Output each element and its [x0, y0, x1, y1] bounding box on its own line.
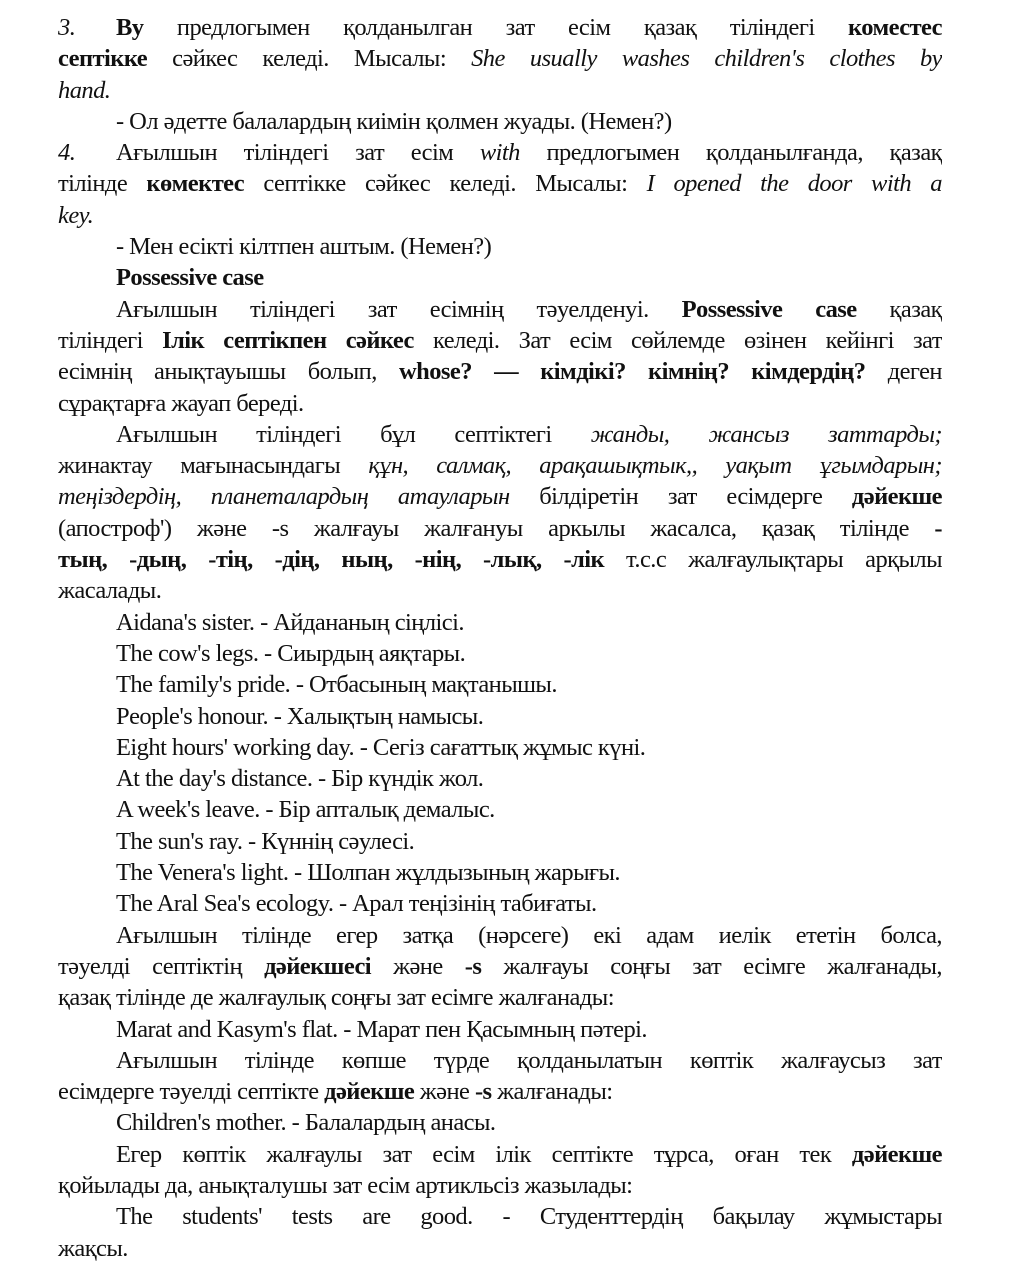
para1-line1	[58, 294, 942, 325]
item3-line2	[58, 43, 942, 74]
text: Ағылшын тілінде егер затқа (нәрсеге) екі адам иелік ететін болса,	[116, 921, 942, 949]
text: қазақ	[856, 295, 942, 323]
item4-example	[58, 231, 942, 262]
para1-line2	[58, 325, 942, 356]
text: (апостроф') және -s жалғауы жалғануы аркылы жасалса, қазақ тілінде	[58, 514, 935, 542]
bold-term: -s	[464, 952, 482, 980]
para2-line6	[58, 575, 942, 606]
text: және	[371, 952, 465, 980]
para4-line2	[58, 1076, 942, 1107]
example-item: The Venera's light. - Шолпан жұлдызының жарығы.	[116, 859, 620, 887]
document-page	[58, 12, 942, 1264]
text: қойылады да, анықталушы зат есім артикльсіз жазылады:	[58, 1171, 633, 1199]
text: есімдерге тәуелді септікте	[58, 1078, 325, 1106]
bold-term: дәйекше	[851, 1140, 942, 1168]
item3-example	[58, 106, 942, 137]
item4-line2	[58, 168, 942, 199]
example-item: The Aral Sea's ecology. - Арал теңізінің табиғаты.	[116, 890, 597, 918]
translation-example: - Мен есікті кілтпен аштым. (Немен?)	[116, 233, 492, 261]
text: септікке сәйкес келеді. Мысалы:	[244, 170, 647, 198]
text: т.с.с жалғаулықтары арқылы	[604, 546, 942, 574]
italic-example: I opened the door with a	[646, 170, 942, 198]
para4-example: Children's mother. - Балалардың анасы.	[116, 1109, 496, 1137]
text: The students' tests are good. - Студенттердің бақылау жұмыстары	[116, 1203, 942, 1231]
text: білдіретін зат есімдерге	[509, 483, 852, 511]
bold-term: дәйекше	[324, 1078, 415, 1106]
example-item: At the day's distance. - Бір күндік жол.	[116, 765, 484, 793]
para2-line2	[58, 450, 942, 481]
text: жақсы.	[58, 1234, 128, 1262]
para1-line3	[58, 356, 942, 387]
text: қазақ тілінде де жалғаулық соңғы зат есімге жалғанады:	[58, 984, 614, 1012]
text: Егер көптік жалғаулы зат есім ілік септікте тұрса, оған тек	[116, 1140, 852, 1168]
example-item: Eight hours' working day. - Сегіз сағаттық жұмыс күні.	[116, 733, 646, 761]
text: предлогымен қолданылғанда, қазақ	[519, 139, 942, 167]
bold-term: тың, -дың, -тің, -дің, ның, -нің, -лық, -лік	[58, 546, 605, 574]
text: сұрақтарға жауап береді.	[58, 389, 304, 417]
italic-term: құн, салмақ, арақашықтык,, уақыт ұгымдарын;	[368, 452, 942, 480]
text: тілінде	[58, 170, 147, 198]
translation-example: - Ол әдетте балалардың киімін қолмен жуады. (Немен?)	[116, 107, 672, 135]
bold-term: Possessive case	[681, 295, 857, 323]
text: жинактау мағынасындагы	[58, 452, 369, 480]
text: Ағылшын тіліндегі зат есімнің тәуелденуі.	[116, 295, 682, 323]
para2-line1	[58, 419, 942, 450]
bold-term: дәйекше	[851, 483, 942, 511]
examples-list	[58, 607, 942, 920]
italic-term: теңіздердің, планеталардың атауларын	[58, 483, 510, 511]
italic-example: key.	[58, 201, 94, 229]
item4-line1	[58, 137, 942, 168]
text: предлогымен қолданылган зат есім қазақ тіліндегі	[143, 14, 848, 41]
text: тәуелді септіктің	[58, 952, 265, 980]
italic-example: She usually washes children's clothes by	[471, 45, 942, 73]
example-item: Aidana's sister. - Айдананың сіңлісі.	[116, 608, 464, 636]
bold-term: -	[934, 514, 942, 542]
example-item: The sun's ray. - Күннің сәулесі.	[116, 827, 415, 855]
para3-line1	[58, 920, 942, 951]
example-item: A week's leave. - Бір апталық демалыс.	[116, 796, 495, 824]
bold-term: коместес	[848, 14, 942, 41]
para3-example: Marat and Kasym's flat. - Марат пен Қасымның пәтері.	[116, 1015, 648, 1043]
para5-line4	[58, 1233, 942, 1264]
para2-line5	[58, 544, 942, 575]
example-item: People's honour. - Халықтың намысы.	[116, 702, 484, 730]
text: сәйкес келеді. Мысалы:	[147, 45, 472, 73]
bold-term: көмектес	[146, 170, 245, 198]
item3-line3	[58, 75, 942, 106]
text: тіліндегі	[58, 326, 163, 354]
italic-term: жанды, жансыз заттарды;	[590, 420, 942, 448]
item3-number: 3.	[58, 14, 76, 41]
text: жасалады.	[58, 577, 162, 605]
para3-line3	[58, 982, 942, 1013]
example-item: The cow's legs. - Сиырдың аяқтары.	[116, 639, 466, 667]
text: жалғауы соңғы зат есімге жалғанады,	[481, 952, 942, 980]
bold-term: Ілік септікпен сәйкес	[162, 326, 414, 354]
bold-term: дәйекшесі	[264, 952, 372, 980]
text: және	[414, 1078, 475, 1106]
text: келеді. Зат есім сөйлемде өзінен кейінгі зат	[413, 326, 942, 354]
para3-line2	[58, 951, 942, 982]
item4-line3	[58, 200, 942, 231]
para5-line2	[58, 1170, 942, 1201]
para5-line1	[58, 1139, 942, 1170]
bold-term: whose? — кімдікі? кімнің? кімдердің?	[398, 358, 866, 386]
italic-example: hand.	[58, 76, 111, 104]
text: Ағылшын тіліндегі бұл септіктегі	[116, 420, 591, 448]
para1-line4	[58, 388, 942, 419]
para2-line3	[58, 481, 942, 512]
para2-line4	[58, 513, 942, 544]
text: жалғанады:	[491, 1078, 613, 1106]
section-heading: Possessive case	[116, 264, 264, 292]
text: Ағылшын тілінде көпше түрде қолданылатын көптік жалғаусыз зат	[116, 1046, 942, 1074]
text: Ағылшын тіліндегі зат есім	[116, 139, 480, 167]
item3-line1	[58, 12, 942, 43]
para5-line3	[58, 1201, 942, 1232]
bold-term: By	[116, 14, 144, 41]
para4-line1	[58, 1045, 942, 1076]
italic-term: with	[479, 139, 520, 167]
example-item: The family's pride. - Отбасының мақтанышы.	[116, 671, 557, 699]
bold-term: -s	[474, 1078, 492, 1106]
text: есімнің анықтауышы болып,	[58, 358, 399, 386]
bold-term: септікке	[58, 45, 148, 73]
item4-number: 4.	[58, 139, 76, 167]
text: деген	[865, 358, 942, 386]
